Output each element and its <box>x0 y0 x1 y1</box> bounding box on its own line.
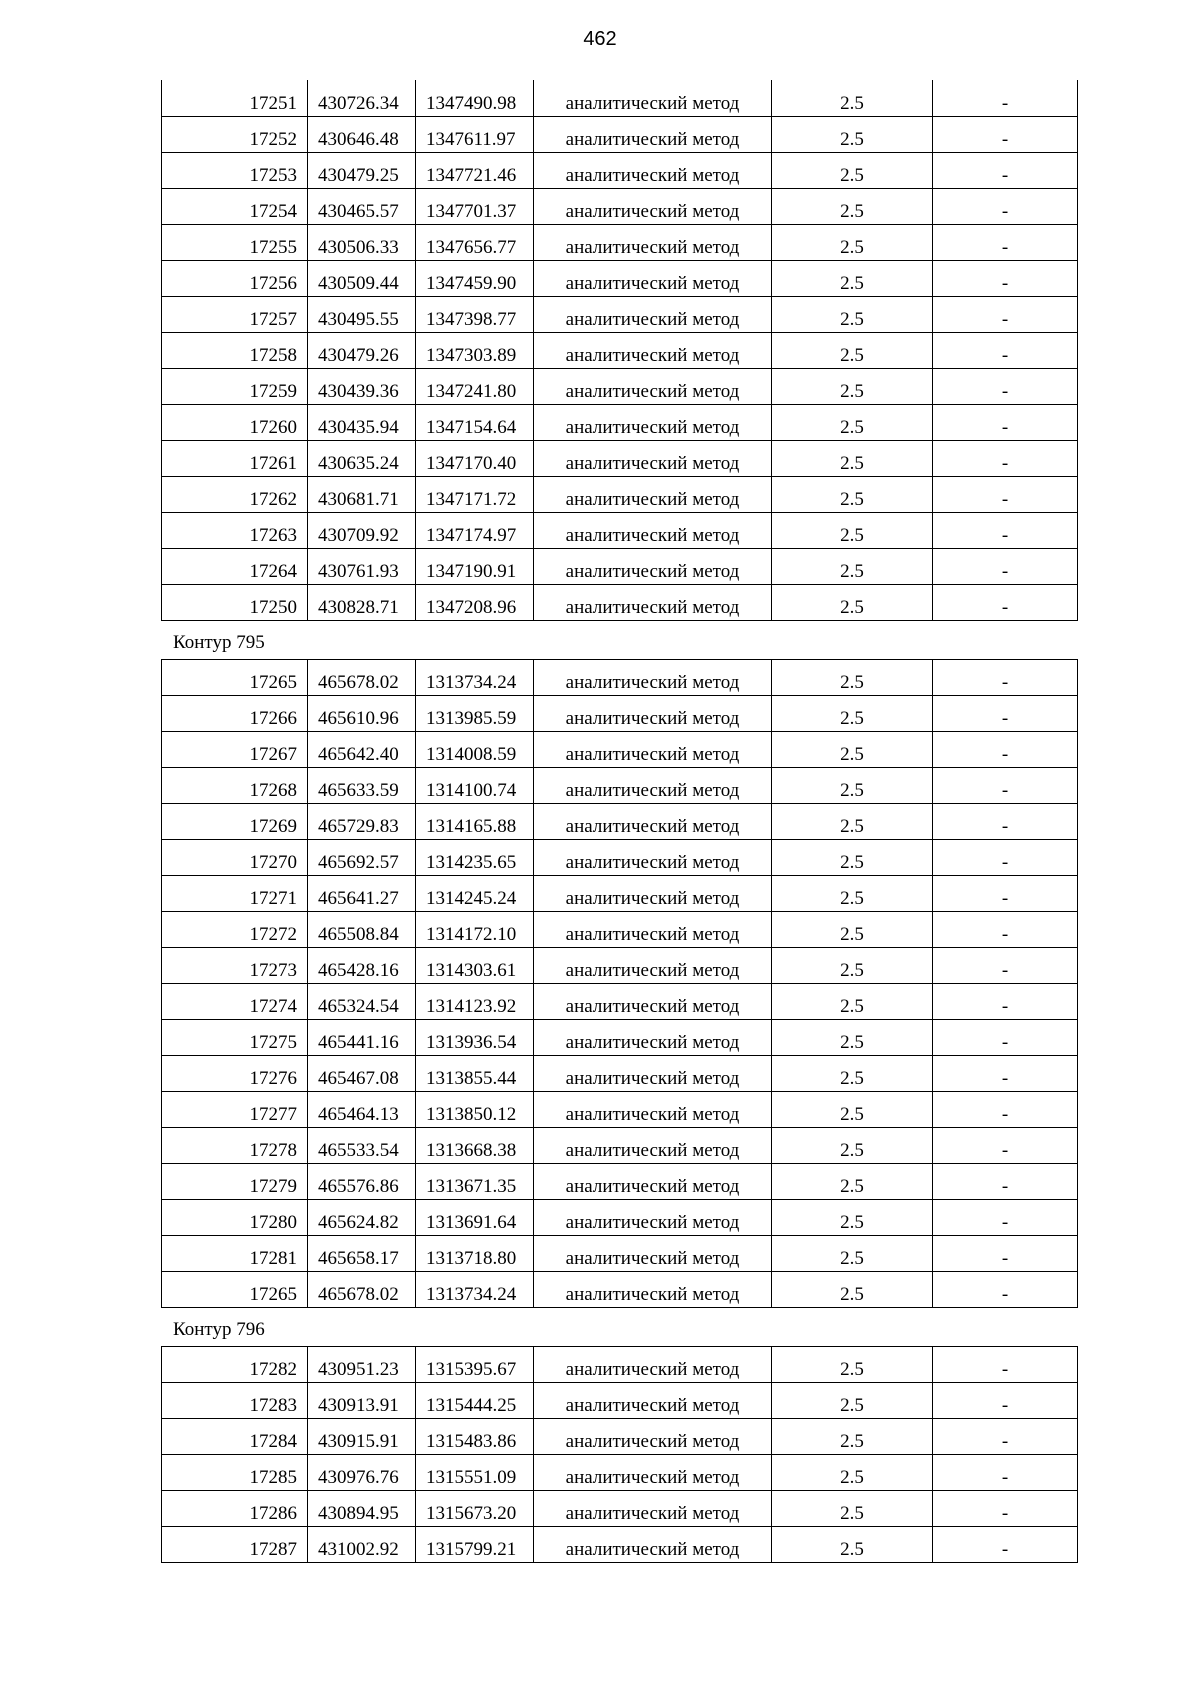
note-cell: - <box>933 1346 1078 1382</box>
table-row <box>162 1163 1078 1199</box>
y-coordinate-cell: 1313691.64 <box>416 1199 534 1235</box>
accuracy-cell: 2.5 <box>772 1127 933 1163</box>
page-number: 462 <box>583 28 617 50</box>
y-coordinate-cell: 1314100.74 <box>416 767 534 803</box>
y-coordinate-cell: 1313734.24 <box>416 659 534 695</box>
point-id-cell: 17253 <box>162 152 308 188</box>
note-cell: - <box>933 152 1078 188</box>
table-row <box>162 1526 1078 1562</box>
method-cell: аналитический метод <box>534 1163 772 1199</box>
note-cell: - <box>933 476 1078 512</box>
note-cell: - <box>933 260 1078 296</box>
method-cell: аналитический метод <box>534 116 772 152</box>
y-coordinate-cell: 1347611.97 <box>416 116 534 152</box>
x-coordinate-cell: 465324.54 <box>308 983 416 1019</box>
point-id-cell: 17255 <box>162 224 308 260</box>
method-cell: аналитический метод <box>534 188 772 224</box>
note-cell: - <box>933 1526 1078 1562</box>
accuracy-cell: 2.5 <box>772 803 933 839</box>
note-cell: - <box>933 404 1078 440</box>
contour-label: Контур 795 <box>173 631 265 653</box>
x-coordinate-cell: 430761.93 <box>308 548 416 584</box>
method-cell: аналитический метод <box>534 512 772 548</box>
note-cell: - <box>933 767 1078 803</box>
y-coordinate-cell: 1347303.89 <box>416 332 534 368</box>
note-cell: - <box>933 839 1078 875</box>
y-coordinate-cell: 1313850.12 <box>416 1091 534 1127</box>
table-row <box>162 1271 1078 1307</box>
x-coordinate-cell: 430913.91 <box>308 1382 416 1418</box>
method-cell: аналитический метод <box>534 1490 772 1526</box>
note-cell: - <box>933 1091 1078 1127</box>
table-row <box>162 1382 1078 1418</box>
accuracy-cell: 2.5 <box>772 767 933 803</box>
note-cell: - <box>933 224 1078 260</box>
method-cell: аналитический метод <box>534 152 772 188</box>
accuracy-cell: 2.5 <box>772 404 933 440</box>
y-coordinate-cell: 1347721.46 <box>416 152 534 188</box>
accuracy-cell: 2.5 <box>772 116 933 152</box>
accuracy-cell: 2.5 <box>772 1490 933 1526</box>
note-cell: - <box>933 296 1078 332</box>
accuracy-cell: 2.5 <box>772 152 933 188</box>
method-cell: аналитический метод <box>534 404 772 440</box>
y-coordinate-cell: 1313855.44 <box>416 1055 534 1091</box>
table-row <box>162 512 1078 548</box>
table-row <box>162 404 1078 440</box>
accuracy-cell: 2.5 <box>772 1418 933 1454</box>
point-id-cell: 17279 <box>162 1163 308 1199</box>
table-row <box>162 188 1078 224</box>
table-row <box>162 224 1078 260</box>
y-coordinate-cell: 1315799.21 <box>416 1526 534 1562</box>
contour-label: Контур 796 <box>173 1318 265 1340</box>
note-cell: - <box>933 1454 1078 1490</box>
y-coordinate-cell: 1315551.09 <box>416 1454 534 1490</box>
accuracy-cell: 2.5 <box>772 1454 933 1490</box>
accuracy-cell: 2.5 <box>772 188 933 224</box>
y-coordinate-cell: 1313718.80 <box>416 1235 534 1271</box>
table-row <box>162 1055 1078 1091</box>
accuracy-cell: 2.5 <box>772 911 933 947</box>
method-cell: аналитический метод <box>534 947 772 983</box>
method-cell: аналитический метод <box>534 1454 772 1490</box>
point-id-cell: 17260 <box>162 404 308 440</box>
table-row <box>162 1418 1078 1454</box>
note-cell: - <box>933 1490 1078 1526</box>
method-cell: аналитический метод <box>534 296 772 332</box>
y-coordinate-cell: 1314245.24 <box>416 875 534 911</box>
note-cell: - <box>933 947 1078 983</box>
method-cell: аналитический метод <box>534 260 772 296</box>
y-coordinate-cell: 1347459.90 <box>416 260 534 296</box>
x-coordinate-cell: 430439.36 <box>308 368 416 404</box>
note-cell: - <box>933 731 1078 767</box>
method-cell: аналитический метод <box>534 80 772 116</box>
table-row <box>162 983 1078 1019</box>
point-id-cell: 17268 <box>162 767 308 803</box>
accuracy-cell: 2.5 <box>772 875 933 911</box>
point-id-cell: 17258 <box>162 332 308 368</box>
note-cell: - <box>933 548 1078 584</box>
y-coordinate-cell: 1313936.54 <box>416 1019 534 1055</box>
point-id-cell: 17286 <box>162 1490 308 1526</box>
table-row <box>162 875 1078 911</box>
table-row <box>162 803 1078 839</box>
table-row <box>162 911 1078 947</box>
point-id-cell: 17270 <box>162 839 308 875</box>
y-coordinate-cell: 1314008.59 <box>416 731 534 767</box>
x-coordinate-cell: 465729.83 <box>308 803 416 839</box>
note-cell: - <box>933 1235 1078 1271</box>
x-coordinate-cell: 465441.16 <box>308 1019 416 1055</box>
method-cell: аналитический метод <box>534 911 772 947</box>
y-coordinate-cell: 1313985.59 <box>416 695 534 731</box>
point-id-cell: 17278 <box>162 1127 308 1163</box>
coordinates-document <box>161 80 1077 1563</box>
accuracy-cell: 2.5 <box>772 296 933 332</box>
method-cell: аналитический метод <box>534 368 772 404</box>
x-coordinate-cell: 430479.25 <box>308 152 416 188</box>
point-id-cell: 17273 <box>162 947 308 983</box>
note-cell: - <box>933 1055 1078 1091</box>
accuracy-cell: 2.5 <box>772 440 933 476</box>
method-cell: аналитический метод <box>534 584 772 620</box>
y-coordinate-cell: 1314165.88 <box>416 803 534 839</box>
method-cell: аналитический метод <box>534 1526 772 1562</box>
x-coordinate-cell: 430635.24 <box>308 440 416 476</box>
point-id-cell: 17266 <box>162 695 308 731</box>
y-coordinate-cell: 1314123.92 <box>416 983 534 1019</box>
x-coordinate-cell: 465576.86 <box>308 1163 416 1199</box>
table-row <box>162 1454 1078 1490</box>
method-cell: аналитический метод <box>534 659 772 695</box>
x-coordinate-cell: 430465.57 <box>308 188 416 224</box>
method-cell: аналитический метод <box>534 767 772 803</box>
y-coordinate-cell: 1315673.20 <box>416 1490 534 1526</box>
y-coordinate-cell: 1315483.86 <box>416 1418 534 1454</box>
y-coordinate-cell: 1313668.38 <box>416 1127 534 1163</box>
accuracy-cell: 2.5 <box>772 584 933 620</box>
x-coordinate-cell: 465678.02 <box>308 1271 416 1307</box>
table-row <box>162 368 1078 404</box>
table-row <box>162 1346 1078 1382</box>
method-cell: аналитический метод <box>534 1382 772 1418</box>
point-id-cell: 17281 <box>162 1235 308 1271</box>
y-coordinate-cell: 1347241.80 <box>416 368 534 404</box>
method-cell: аналитический метод <box>534 983 772 1019</box>
point-id-cell: 17272 <box>162 911 308 947</box>
method-cell: аналитический метод <box>534 1346 772 1382</box>
table-row <box>162 260 1078 296</box>
note-cell: - <box>933 1019 1078 1055</box>
table-row <box>162 695 1078 731</box>
table-row <box>162 1199 1078 1235</box>
method-cell: аналитический метод <box>534 839 772 875</box>
note-cell: - <box>933 659 1078 695</box>
method-cell: аналитический метод <box>534 1019 772 1055</box>
y-coordinate-cell: 1315444.25 <box>416 1382 534 1418</box>
accuracy-cell: 2.5 <box>772 1271 933 1307</box>
note-cell: - <box>933 695 1078 731</box>
table-row <box>162 116 1078 152</box>
coordinates-table <box>161 659 1078 1308</box>
method-cell: аналитический метод <box>534 1091 772 1127</box>
x-coordinate-cell: 465624.82 <box>308 1199 416 1235</box>
table-row <box>162 296 1078 332</box>
y-coordinate-cell: 1347208.96 <box>416 584 534 620</box>
note-cell: - <box>933 512 1078 548</box>
note-cell: - <box>933 983 1078 1019</box>
note-cell: - <box>933 440 1078 476</box>
accuracy-cell: 2.5 <box>772 548 933 584</box>
y-coordinate-cell: 1314235.65 <box>416 839 534 875</box>
x-coordinate-cell: 465533.54 <box>308 1127 416 1163</box>
method-cell: аналитический метод <box>534 440 772 476</box>
y-coordinate-cell: 1347398.77 <box>416 296 534 332</box>
point-id-cell: 17285 <box>162 1454 308 1490</box>
x-coordinate-cell: 465464.13 <box>308 1091 416 1127</box>
note-cell: - <box>933 368 1078 404</box>
x-coordinate-cell: 430726.34 <box>308 80 416 116</box>
x-coordinate-cell: 465692.57 <box>308 839 416 875</box>
method-cell: аналитический метод <box>534 875 772 911</box>
accuracy-cell: 2.5 <box>772 1346 933 1382</box>
accuracy-cell: 2.5 <box>772 1091 933 1127</box>
point-id-cell: 17280 <box>162 1199 308 1235</box>
accuracy-cell: 2.5 <box>772 947 933 983</box>
table-row <box>162 1235 1078 1271</box>
point-id-cell: 17257 <box>162 296 308 332</box>
table-row <box>162 1127 1078 1163</box>
x-coordinate-cell: 465610.96 <box>308 695 416 731</box>
x-coordinate-cell: 431002.92 <box>308 1526 416 1562</box>
accuracy-cell: 2.5 <box>772 1382 933 1418</box>
x-coordinate-cell: 430509.44 <box>308 260 416 296</box>
point-id-cell: 17254 <box>162 188 308 224</box>
method-cell: аналитический метод <box>534 224 772 260</box>
x-coordinate-cell: 430479.26 <box>308 332 416 368</box>
x-coordinate-cell: 465641.27 <box>308 875 416 911</box>
x-coordinate-cell: 430976.76 <box>308 1454 416 1490</box>
note-cell: - <box>933 1199 1078 1235</box>
table-row <box>162 659 1078 695</box>
point-id-cell: 17283 <box>162 1382 308 1418</box>
accuracy-cell: 2.5 <box>772 1055 933 1091</box>
y-coordinate-cell: 1347171.72 <box>416 476 534 512</box>
point-id-cell: 17271 <box>162 875 308 911</box>
table-row <box>162 584 1078 620</box>
x-coordinate-cell: 430709.92 <box>308 512 416 548</box>
accuracy-cell: 2.5 <box>772 368 933 404</box>
table-row <box>162 332 1078 368</box>
note-cell: - <box>933 1271 1078 1307</box>
table-row <box>162 947 1078 983</box>
accuracy-cell: 2.5 <box>772 80 933 116</box>
table-row <box>162 731 1078 767</box>
note-cell: - <box>933 188 1078 224</box>
note-cell: - <box>933 1163 1078 1199</box>
accuracy-cell: 2.5 <box>772 695 933 731</box>
accuracy-cell: 2.5 <box>772 1019 933 1055</box>
method-cell: аналитический метод <box>534 476 772 512</box>
table-row <box>162 1490 1078 1526</box>
coordinates-table <box>161 80 1078 621</box>
x-coordinate-cell: 465633.59 <box>308 767 416 803</box>
note-cell: - <box>933 911 1078 947</box>
x-coordinate-cell: 465508.84 <box>308 911 416 947</box>
x-coordinate-cell: 430894.95 <box>308 1490 416 1526</box>
y-coordinate-cell: 1347154.64 <box>416 404 534 440</box>
x-coordinate-cell: 465642.40 <box>308 731 416 767</box>
point-id-cell: 17274 <box>162 983 308 1019</box>
x-coordinate-cell: 465428.16 <box>308 947 416 983</box>
accuracy-cell: 2.5 <box>772 839 933 875</box>
accuracy-cell: 2.5 <box>772 332 933 368</box>
y-coordinate-cell: 1347190.91 <box>416 548 534 584</box>
point-id-cell: 17252 <box>162 116 308 152</box>
method-cell: аналитический метод <box>534 1271 772 1307</box>
x-coordinate-cell: 430646.48 <box>308 116 416 152</box>
point-id-cell: 17287 <box>162 1526 308 1562</box>
table-row <box>162 80 1078 116</box>
accuracy-cell: 2.5 <box>772 983 933 1019</box>
accuracy-cell: 2.5 <box>772 1235 933 1271</box>
point-id-cell: 17262 <box>162 476 308 512</box>
y-coordinate-cell: 1347174.97 <box>416 512 534 548</box>
accuracy-cell: 2.5 <box>772 731 933 767</box>
point-id-cell: 17284 <box>162 1418 308 1454</box>
x-coordinate-cell: 430495.55 <box>308 296 416 332</box>
table-row <box>162 1091 1078 1127</box>
point-id-cell: 17259 <box>162 368 308 404</box>
note-cell: - <box>933 1382 1078 1418</box>
note-cell: - <box>933 875 1078 911</box>
point-id-cell: 17264 <box>162 548 308 584</box>
table-row <box>162 152 1078 188</box>
point-id-cell: 17269 <box>162 803 308 839</box>
point-id-cell: 17251 <box>162 80 308 116</box>
method-cell: аналитический метод <box>534 548 772 584</box>
method-cell: аналитический метод <box>534 803 772 839</box>
accuracy-cell: 2.5 <box>772 659 933 695</box>
table-row <box>162 1019 1078 1055</box>
y-coordinate-cell: 1315395.67 <box>416 1346 534 1382</box>
method-cell: аналитический метод <box>534 695 772 731</box>
accuracy-cell: 2.5 <box>772 260 933 296</box>
y-coordinate-cell: 1347656.77 <box>416 224 534 260</box>
note-cell: - <box>933 1418 1078 1454</box>
note-cell: - <box>933 332 1078 368</box>
y-coordinate-cell: 1347701.37 <box>416 188 534 224</box>
x-coordinate-cell: 430828.71 <box>308 584 416 620</box>
note-cell: - <box>933 116 1078 152</box>
y-coordinate-cell: 1347490.98 <box>416 80 534 116</box>
table-row <box>162 548 1078 584</box>
accuracy-cell: 2.5 <box>772 1163 933 1199</box>
y-coordinate-cell: 1314303.61 <box>416 947 534 983</box>
accuracy-cell: 2.5 <box>772 476 933 512</box>
point-id-cell: 17282 <box>162 1346 308 1382</box>
note-cell: - <box>933 80 1078 116</box>
accuracy-cell: 2.5 <box>772 512 933 548</box>
point-id-cell: 17261 <box>162 440 308 476</box>
x-coordinate-cell: 465658.17 <box>308 1235 416 1271</box>
point-id-cell: 17267 <box>162 731 308 767</box>
x-coordinate-cell: 465678.02 <box>308 659 416 695</box>
note-cell: - <box>933 803 1078 839</box>
accuracy-cell: 2.5 <box>772 1526 933 1562</box>
accuracy-cell: 2.5 <box>772 224 933 260</box>
method-cell: аналитический метод <box>534 1127 772 1163</box>
x-coordinate-cell: 430681.71 <box>308 476 416 512</box>
point-id-cell: 17275 <box>162 1019 308 1055</box>
y-coordinate-cell: 1347170.40 <box>416 440 534 476</box>
y-coordinate-cell: 1314172.10 <box>416 911 534 947</box>
point-id-cell: 17277 <box>162 1091 308 1127</box>
note-cell: - <box>933 584 1078 620</box>
coordinates-table <box>161 1346 1078 1563</box>
table-row <box>162 767 1078 803</box>
x-coordinate-cell: 430915.91 <box>308 1418 416 1454</box>
method-cell: аналитический метод <box>534 1418 772 1454</box>
x-coordinate-cell: 465467.08 <box>308 1055 416 1091</box>
point-id-cell: 17263 <box>162 512 308 548</box>
table-row <box>162 839 1078 875</box>
method-cell: аналитический метод <box>534 1199 772 1235</box>
method-cell: аналитический метод <box>534 1235 772 1271</box>
note-cell: - <box>933 1127 1078 1163</box>
table-row <box>162 440 1078 476</box>
point-id-cell: 17265 <box>162 659 308 695</box>
point-id-cell: 17256 <box>162 260 308 296</box>
point-id-cell: 17250 <box>162 584 308 620</box>
accuracy-cell: 2.5 <box>772 1199 933 1235</box>
x-coordinate-cell: 430506.33 <box>308 224 416 260</box>
point-id-cell: 17265 <box>162 1271 308 1307</box>
x-coordinate-cell: 430435.94 <box>308 404 416 440</box>
y-coordinate-cell: 1313671.35 <box>416 1163 534 1199</box>
x-coordinate-cell: 430951.23 <box>308 1346 416 1382</box>
table-row <box>162 476 1078 512</box>
method-cell: аналитический метод <box>534 332 772 368</box>
point-id-cell: 17276 <box>162 1055 308 1091</box>
method-cell: аналитический метод <box>534 1055 772 1091</box>
method-cell: аналитический метод <box>534 731 772 767</box>
y-coordinate-cell: 1313734.24 <box>416 1271 534 1307</box>
